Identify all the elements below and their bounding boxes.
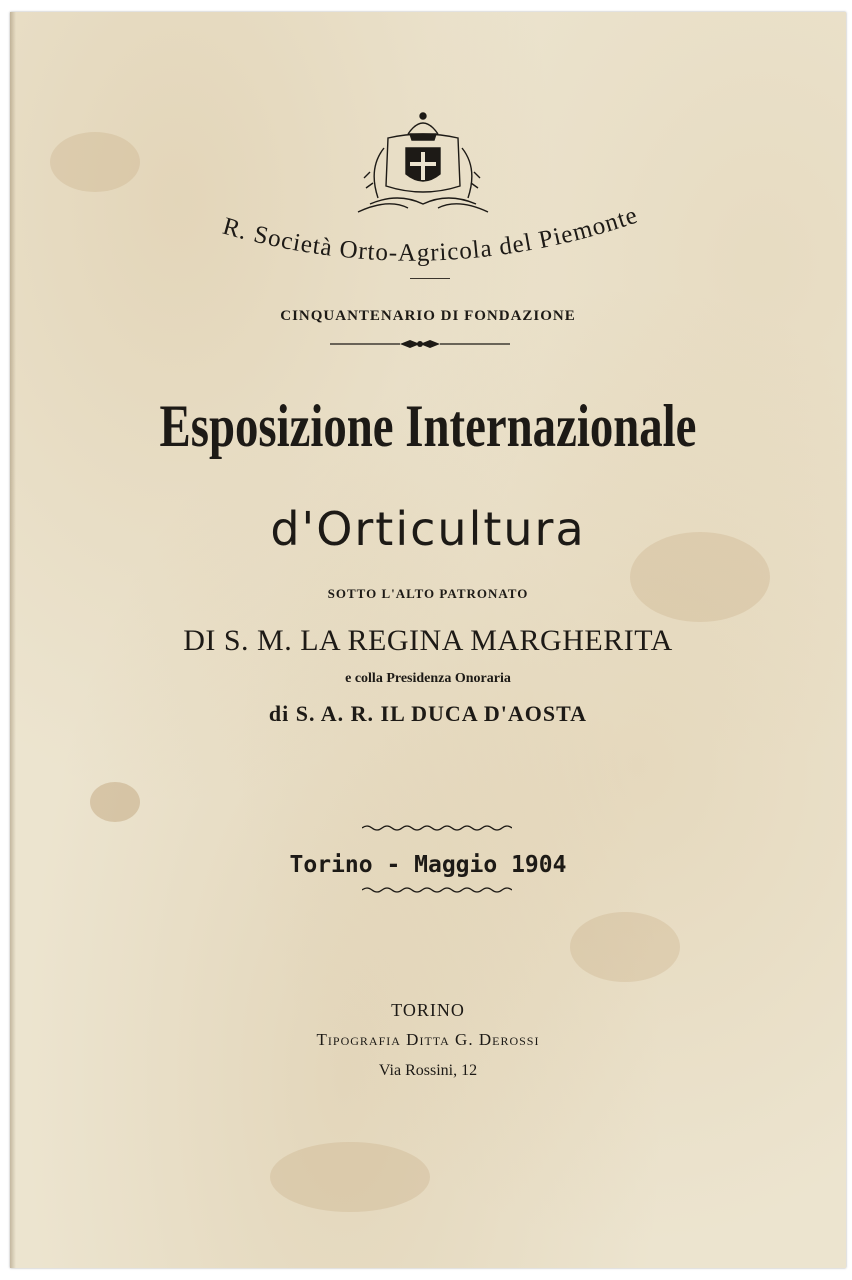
honorary-president: di S. A. R. IL DUCA D'AOSTA (268, 701, 588, 726)
society-name-arc (150, 162, 710, 302)
exhibition-subtitle: d'Orticultura (270, 502, 586, 556)
patron-name: DI S. M. LA REGINA MARGHERITA (183, 624, 673, 657)
stain (570, 912, 680, 982)
flourish-divider (330, 334, 510, 354)
imprint-printer: Tipografia Ditta G. Derossi (316, 1030, 540, 1049)
patronage-label: SOTTO L'ALTO PATRONATO (327, 586, 529, 601)
imprint-city: TORINO (391, 1000, 465, 1020)
document-cover (10, 12, 846, 1268)
anniversary-line: CINQUANTENARIO DI FONDAZIONE (280, 308, 576, 324)
society-name: R. Società Orto-Agricola del Piemonte (219, 201, 642, 267)
stain (270, 1142, 430, 1212)
presidency-label: e colla Presidenza Onoraria (345, 671, 511, 686)
divider (410, 278, 450, 279)
imprint-address: Via Rossini, 12 (378, 1062, 478, 1079)
exhibition-title: Esposizione Internazionale (159, 393, 697, 459)
wavy-rule-top (362, 824, 512, 832)
svg-text:R. Società Orto-Agricola del P (220, 202, 642, 267)
stain (90, 782, 140, 822)
place-date: Torino - Maggio 1904 (289, 852, 567, 878)
stain (50, 132, 140, 192)
wavy-rule-bottom (362, 886, 512, 894)
